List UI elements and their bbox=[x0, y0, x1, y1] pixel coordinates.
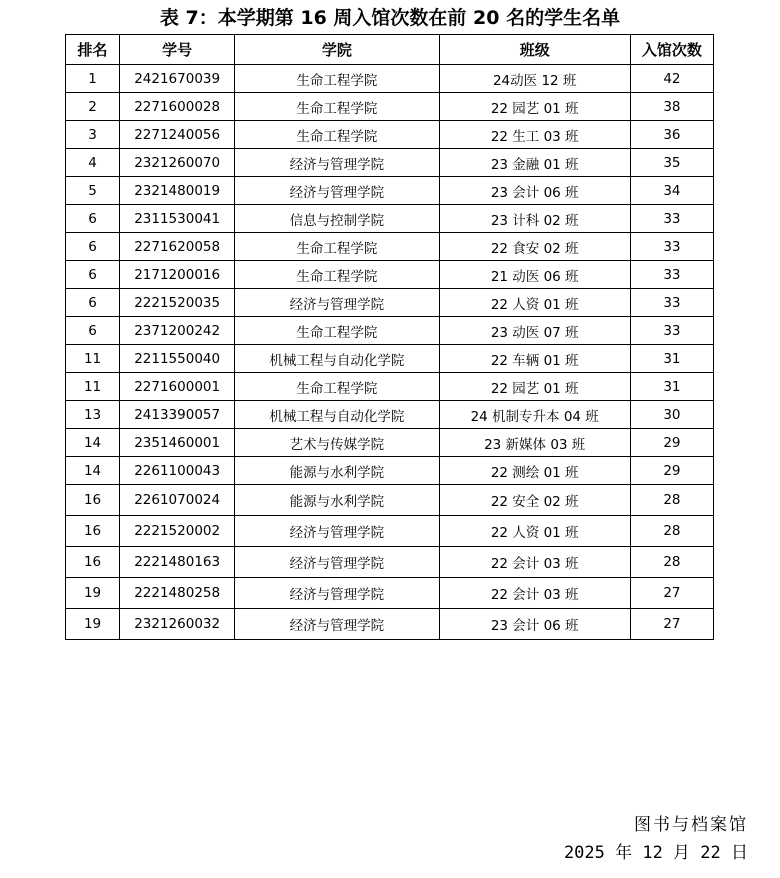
cell-college: 生命工程学院 bbox=[235, 373, 439, 401]
cell-student-id: 2271620058 bbox=[120, 233, 235, 261]
cell-student-id: 2421670039 bbox=[120, 65, 235, 93]
cell-visit-count: 33 bbox=[630, 289, 713, 317]
cell-rank: 19 bbox=[66, 609, 120, 640]
table-row bbox=[66, 233, 714, 261]
cell-visit-count: 42 bbox=[630, 65, 713, 93]
cell-visit-count: 33 bbox=[630, 205, 713, 233]
cell-college: 机械工程与自动化学院 bbox=[235, 345, 439, 373]
cell-class: 22 测绘 01 班 bbox=[439, 457, 630, 485]
cell-rank: 16 bbox=[66, 547, 120, 578]
cell-class: 23 会计 06 班 bbox=[439, 609, 630, 640]
cell-college: 能源与水利学院 bbox=[235, 457, 439, 485]
header-college: 学院 bbox=[235, 35, 439, 65]
cell-college: 生命工程学院 bbox=[235, 317, 439, 345]
table-row bbox=[66, 65, 714, 93]
cell-college: 经济与管理学院 bbox=[235, 177, 439, 205]
cell-rank: 5 bbox=[66, 177, 120, 205]
cell-rank: 16 bbox=[66, 516, 120, 547]
cell-college: 经济与管理学院 bbox=[235, 547, 439, 578]
cell-college: 信息与控制学院 bbox=[235, 205, 439, 233]
cell-college: 生命工程学院 bbox=[235, 261, 439, 289]
header-visit-count: 入馆次数 bbox=[630, 35, 713, 65]
footer-organization: 图书与档案馆 bbox=[634, 815, 748, 835]
cell-college: 艺术与传媒学院 bbox=[235, 429, 439, 457]
cell-student-id: 2413390057 bbox=[120, 401, 235, 429]
cell-class: 23 新媒体 03 班 bbox=[439, 429, 630, 457]
cell-college: 经济与管理学院 bbox=[235, 516, 439, 547]
cell-college: 经济与管理学院 bbox=[235, 149, 439, 177]
footer-date: 2025 年 12 月 22 日 bbox=[563, 843, 748, 863]
cell-class: 22 安全 02 班 bbox=[439, 485, 630, 516]
cell-student-id: 2321260070 bbox=[120, 149, 235, 177]
cell-college: 机械工程与自动化学院 bbox=[235, 401, 439, 429]
table-row bbox=[66, 317, 714, 345]
cell-class: 23 计科 02 班 bbox=[439, 205, 630, 233]
table-body bbox=[66, 65, 714, 640]
cell-college: 生命工程学院 bbox=[235, 93, 439, 121]
cell-visit-count: 28 bbox=[630, 516, 713, 547]
cell-visit-count: 36 bbox=[630, 121, 713, 149]
cell-student-id: 2271600028 bbox=[120, 93, 235, 121]
cell-visit-count: 33 bbox=[630, 317, 713, 345]
cell-student-id: 2221480163 bbox=[120, 547, 235, 578]
cell-class: 22 园艺 01 班 bbox=[439, 93, 630, 121]
cell-visit-count: 27 bbox=[630, 609, 713, 640]
table-row bbox=[66, 121, 714, 149]
table-row bbox=[66, 177, 714, 205]
cell-class: 22 会计 03 班 bbox=[439, 578, 630, 609]
cell-visit-count: 27 bbox=[630, 578, 713, 609]
table-row bbox=[66, 609, 714, 640]
table-row bbox=[66, 516, 714, 547]
cell-rank: 2 bbox=[66, 93, 120, 121]
cell-student-id: 2221520002 bbox=[120, 516, 235, 547]
cell-class: 22 生工 03 班 bbox=[439, 121, 630, 149]
cell-college: 能源与水利学院 bbox=[235, 485, 439, 516]
cell-student-id: 2371200242 bbox=[120, 317, 235, 345]
cell-rank: 6 bbox=[66, 205, 120, 233]
cell-rank: 13 bbox=[66, 401, 120, 429]
table-row bbox=[66, 373, 714, 401]
table-row bbox=[66, 345, 714, 373]
cell-class: 21 动医 06 班 bbox=[439, 261, 630, 289]
cell-rank: 14 bbox=[66, 429, 120, 457]
cell-class: 22 食安 02 班 bbox=[439, 233, 630, 261]
table-row bbox=[66, 289, 714, 317]
table-row bbox=[66, 261, 714, 289]
cell-rank: 16 bbox=[66, 485, 120, 516]
cell-student-id: 2221480258 bbox=[120, 578, 235, 609]
cell-rank: 11 bbox=[66, 373, 120, 401]
cell-rank: 19 bbox=[66, 578, 120, 609]
cell-visit-count: 29 bbox=[630, 457, 713, 485]
table-row bbox=[66, 578, 714, 609]
cell-college: 经济与管理学院 bbox=[235, 289, 439, 317]
table-row bbox=[66, 429, 714, 457]
cell-student-id: 2271240056 bbox=[120, 121, 235, 149]
cell-rank: 4 bbox=[66, 149, 120, 177]
cell-rank: 14 bbox=[66, 457, 120, 485]
cell-student-id: 2311530041 bbox=[120, 205, 235, 233]
cell-rank: 6 bbox=[66, 233, 120, 261]
cell-class: 22 会计 03 班 bbox=[439, 547, 630, 578]
cell-class: 24动医 12 班 bbox=[439, 65, 630, 93]
cell-visit-count: 38 bbox=[630, 93, 713, 121]
cell-rank: 1 bbox=[66, 65, 120, 93]
cell-visit-count: 28 bbox=[630, 547, 713, 578]
cell-class: 23 会计 06 班 bbox=[439, 177, 630, 205]
cell-class: 22 车辆 01 班 bbox=[439, 345, 630, 373]
cell-college: 生命工程学院 bbox=[235, 65, 439, 93]
table-row bbox=[66, 401, 714, 429]
cell-visit-count: 34 bbox=[630, 177, 713, 205]
cell-class: 22 人资 01 班 bbox=[439, 516, 630, 547]
cell-class: 22 人资 01 班 bbox=[439, 289, 630, 317]
cell-college: 经济与管理学院 bbox=[235, 609, 439, 640]
cell-visit-count: 33 bbox=[630, 261, 713, 289]
cell-class: 24 机制专升本 04 班 bbox=[439, 401, 630, 429]
table-row bbox=[66, 457, 714, 485]
cell-visit-count: 29 bbox=[630, 429, 713, 457]
header-student-id: 学号 bbox=[120, 35, 235, 65]
cell-rank: 6 bbox=[66, 317, 120, 345]
cell-visit-count: 31 bbox=[630, 345, 713, 373]
cell-student-id: 2211550040 bbox=[120, 345, 235, 373]
cell-rank: 6 bbox=[66, 289, 120, 317]
header-class: 班级 bbox=[439, 35, 630, 65]
table-row bbox=[66, 149, 714, 177]
cell-visit-count: 30 bbox=[630, 401, 713, 429]
header-rank: 排名 bbox=[66, 35, 120, 65]
cell-visit-count: 33 bbox=[630, 233, 713, 261]
table-row bbox=[66, 93, 714, 121]
table-row bbox=[66, 485, 714, 516]
cell-rank: 6 bbox=[66, 261, 120, 289]
cell-college: 经济与管理学院 bbox=[235, 578, 439, 609]
cell-class: 23 动医 07 班 bbox=[439, 317, 630, 345]
cell-visit-count: 35 bbox=[630, 149, 713, 177]
top-visitors-table bbox=[65, 34, 714, 640]
cell-visit-count: 31 bbox=[630, 373, 713, 401]
cell-rank: 3 bbox=[66, 121, 120, 149]
cell-college: 生命工程学院 bbox=[235, 121, 439, 149]
cell-student-id: 2261070024 bbox=[120, 485, 235, 516]
cell-visit-count: 28 bbox=[630, 485, 713, 516]
cell-student-id: 2221520035 bbox=[120, 289, 235, 317]
cell-college: 生命工程学院 bbox=[235, 233, 439, 261]
cell-student-id: 2321260032 bbox=[120, 609, 235, 640]
cell-student-id: 2171200016 bbox=[120, 261, 235, 289]
page-title: 表 7：本学期第 16 周入馆次数在前 20 名的学生名单 bbox=[159, 7, 621, 29]
cell-student-id: 2351460001 bbox=[120, 429, 235, 457]
table-row bbox=[66, 205, 714, 233]
table-row bbox=[66, 547, 714, 578]
table-header-row bbox=[66, 35, 714, 65]
cell-student-id: 2321480019 bbox=[120, 177, 235, 205]
cell-student-id: 2261100043 bbox=[120, 457, 235, 485]
cell-student-id: 2271600001 bbox=[120, 373, 235, 401]
cell-class: 23 金融 01 班 bbox=[439, 149, 630, 177]
cell-class: 22 园艺 01 班 bbox=[439, 373, 630, 401]
cell-rank: 11 bbox=[66, 345, 120, 373]
